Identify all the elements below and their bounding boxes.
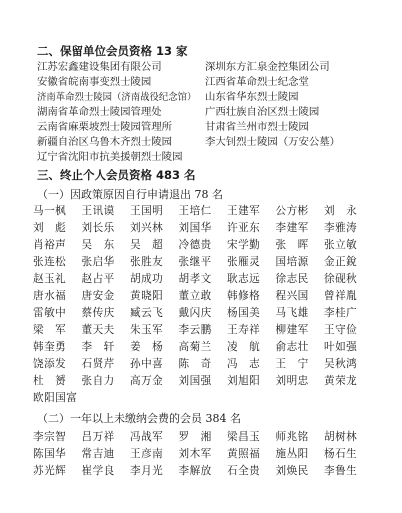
person-name: 公方彬 [275, 205, 309, 217]
person-name: 苏光辉 [33, 465, 67, 477]
unit-name: 江西省革命烈士纪念堂 [205, 76, 309, 88]
person-name: 唐安金 [81, 290, 115, 302]
unit-row [37, 135, 387, 150]
section3-heading: 三、终止个人会员资格 483 名 [37, 168, 196, 182]
unit-name [205, 150, 387, 165]
unit-name: 安徽省皖南事变烈士陵园 [37, 76, 152, 88]
person-name: 李 轩 [81, 341, 115, 353]
person-name: 罗 湘 [178, 431, 212, 443]
person-name: 常吉迪 [81, 448, 115, 460]
person-name: 胡成功 [130, 273, 164, 285]
person-name: 金正銳 [324, 256, 358, 268]
person-name: 程兴国 [275, 290, 309, 302]
person-name: 张自力 [81, 375, 115, 387]
person-name: 崔学良 [81, 465, 115, 477]
person-name: 胡孝文 [178, 273, 212, 285]
person-name: 刘焕民 [275, 465, 309, 477]
person-name: 刘长乐 [81, 222, 115, 234]
unit-name: 李大钊烈士陵园（万安公墓） [205, 136, 341, 148]
person-name: 高万金 [130, 375, 164, 387]
person-name: 陈 奇 [178, 358, 212, 370]
person-name: 徐志民 [275, 273, 309, 285]
person-name: 饶添发 [33, 358, 67, 370]
unit-row [37, 120, 387, 135]
person-name: 国培源 [275, 256, 309, 268]
person-name: 耿志远 [227, 273, 261, 285]
name-row [33, 254, 373, 271]
person-name: 俞志壮 [275, 341, 309, 353]
name-row [33, 356, 373, 373]
section2-heading: 二、保留单位会员资格 13 家 [37, 44, 188, 58]
person-name: 吴 超 [130, 239, 164, 251]
name-row [33, 203, 373, 220]
unit-row [37, 105, 387, 120]
name-row [33, 446, 373, 463]
person-name: 杨石生 [324, 448, 358, 460]
person-name: 叶如强 [324, 341, 358, 353]
unit-name: 甘肃省兰州市烈士陵园 [205, 121, 309, 133]
person-name: 孙中喜 [130, 358, 164, 370]
person-name: 董立敢 [178, 290, 212, 302]
person-name: 张雁灵 [227, 256, 261, 268]
unit-name: 济南革命烈士陵园（济南战役纪念馆） [37, 92, 197, 103]
subsection2-heading: （二）一年以上未缴纳会费的会员 384 名 [37, 412, 241, 425]
person-name: 吴秋鸿 [324, 358, 358, 370]
person-name: 李月光 [130, 465, 164, 477]
person-name: 李桂广 [324, 307, 358, 319]
person-name: 刘 永 [324, 205, 358, 217]
person-name: 冷德贵 [178, 239, 212, 251]
person-name: 戴闪庆 [178, 307, 212, 319]
person-name: 王彦南 [130, 448, 164, 460]
person-name: 王 宁 [275, 358, 309, 370]
person-name: 冯 志 [227, 358, 261, 370]
name-row [33, 339, 373, 356]
subsection1-heading: （一）因政策原因自行申请退出 78 名 [37, 188, 223, 201]
person-name: 张连松 [33, 256, 67, 268]
name-row [33, 288, 373, 305]
person-name: 柳建军 [275, 324, 309, 336]
unit-name: 深圳东方汇泉金控集团公司 [205, 61, 330, 73]
person-name: 王国明 [130, 205, 164, 217]
person-name: 徐砚秋 [324, 273, 358, 285]
person-name: 张立敏 [324, 239, 358, 251]
unit-row [37, 90, 387, 105]
person-name: 冯战军 [130, 431, 164, 443]
unit-name: 山东省华东烈士陵园 [205, 91, 299, 103]
person-name: 马一枫 [33, 205, 67, 217]
person-name: 马飞雄 [275, 307, 309, 319]
person-name: 臧云飞 [130, 307, 164, 319]
person-name: 董天夫 [81, 324, 115, 336]
person-name: 刘 彪 [33, 222, 67, 234]
person-name: 王守俭 [324, 324, 358, 336]
person-name: 李云鹏 [178, 324, 212, 336]
name-row [33, 305, 373, 322]
person-name: 赵占平 [81, 273, 115, 285]
name-row [33, 373, 373, 390]
person-name: 姜 杨 [130, 341, 164, 353]
person-name: 刘国华 [178, 222, 212, 234]
person-name: 吴 东 [81, 239, 115, 251]
person-name: 刘兴林 [130, 222, 164, 234]
name-row [33, 220, 373, 237]
person-name: 李鲁生 [324, 465, 358, 477]
person-name: 黄荣龙 [324, 375, 358, 387]
person-name: 刘木军 [178, 448, 212, 460]
unit-name: 湖南省革命烈士陵园管理处 [37, 106, 162, 118]
name-row [33, 390, 373, 407]
person-name: 赵玉礼 [33, 273, 67, 285]
unit-name: 辽宁省沈阳市抗美援朝烈士陵园 [37, 151, 183, 163]
person-name: 韩修格 [227, 290, 261, 302]
unit-name: 广西壮族自治区烈士陵园 [205, 106, 320, 118]
unit-name: 新疆自治区乌鲁木齐烈士陵园 [37, 136, 173, 148]
person-name: 王培仁 [178, 205, 212, 217]
name-row [33, 271, 373, 288]
person-name: 杨国美 [227, 307, 261, 319]
person-name: 蔡传庆 [81, 307, 115, 319]
person-name: 曾祥胤 [324, 290, 358, 302]
name-row [33, 429, 373, 446]
name-row [33, 322, 373, 339]
person-name: 胡树林 [324, 431, 358, 443]
person-name: 朱玉军 [130, 324, 164, 336]
person-name: 高菊兰 [178, 341, 212, 353]
person-name: 张启华 [81, 256, 115, 268]
person-name: 李解放 [178, 465, 212, 477]
person-name: 张胜友 [130, 256, 164, 268]
person-name: 韩奎勇 [33, 341, 67, 353]
person-name: 张继平 [178, 256, 212, 268]
person-name: 李雅涛 [324, 222, 358, 234]
person-name: 黄晓阳 [130, 290, 164, 302]
person-name: 刘国强 [178, 375, 212, 387]
person-name: 王讯谟 [81, 205, 115, 217]
person-name: 李宗智 [33, 431, 67, 443]
person-name: 许亚东 [227, 222, 261, 234]
name-row [33, 237, 373, 254]
person-name: 欧阳国富 [33, 392, 78, 404]
person-name: 梁 军 [33, 324, 67, 336]
person-name: 黄照福 [227, 448, 261, 460]
person-name: 梁昌玉 [227, 431, 261, 443]
unit-row [37, 60, 387, 75]
person-name: 石贤芹 [81, 358, 115, 370]
person-name: 凌 航 [227, 341, 261, 353]
person-name: 吕万祥 [81, 431, 115, 443]
unit-name: 云南省麻栗坡烈士陵园管理所 [37, 121, 173, 133]
person-name: 刘明忠 [275, 375, 309, 387]
person-name: 雷敏中 [33, 307, 67, 319]
person-name: 杜 赟 [33, 375, 67, 387]
person-name: 宋学勤 [227, 239, 261, 251]
person-name: 张 晖 [275, 239, 309, 251]
person-name: 王寿祥 [227, 324, 261, 336]
unit-name: 江苏宏鑫建设集团有限公司 [37, 61, 162, 73]
person-name: 肖裕声 [33, 239, 67, 251]
person-name: 陈国华 [33, 448, 67, 460]
unit-row [37, 150, 387, 165]
person-name: 石全贵 [227, 465, 261, 477]
person-name: 王建军 [227, 205, 261, 217]
unit-row [37, 75, 387, 90]
person-name: 李建军 [275, 222, 309, 234]
person-name: 施丛阳 [275, 448, 309, 460]
person-name: 刘旭阳 [227, 375, 261, 387]
person-name: 唐水福 [33, 290, 67, 302]
person-name: 师兆铭 [275, 431, 309, 443]
name-row [33, 463, 373, 480]
